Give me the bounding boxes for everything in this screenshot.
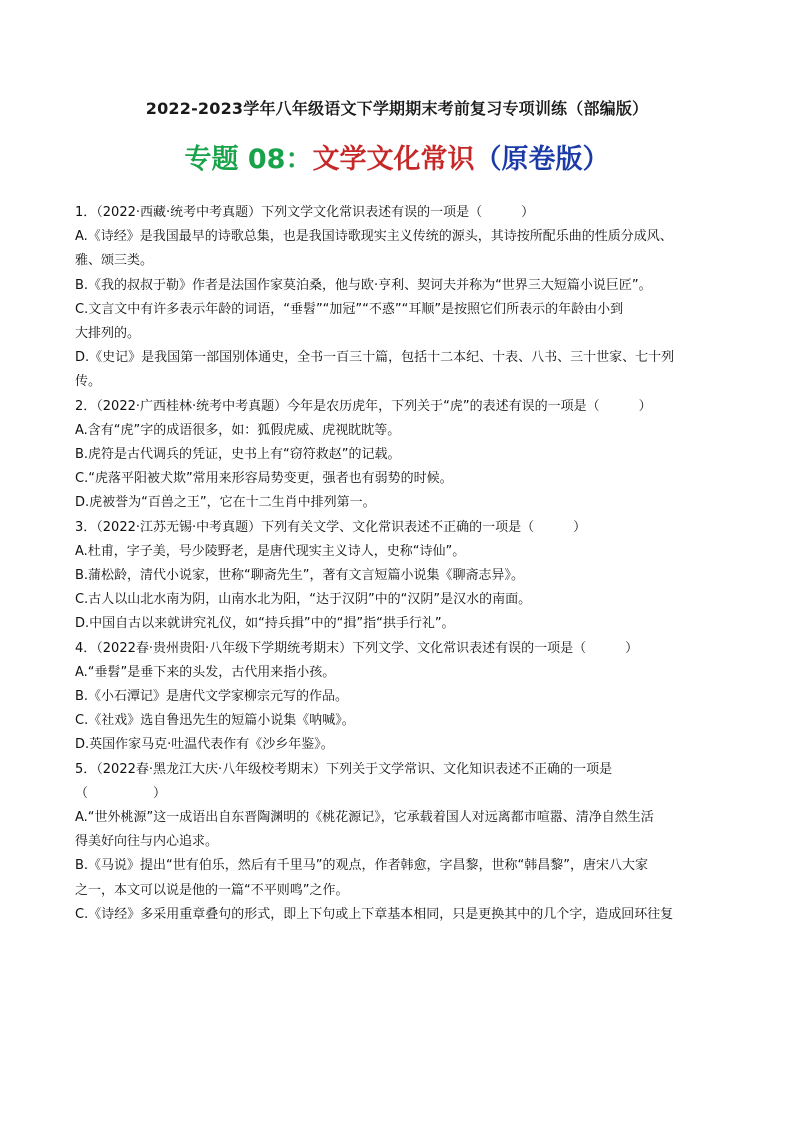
question-2-stem: 2．（2022·广西桂林·统考中考真题）今年是农历虎年，下列关于“虎”的表述有误的一项是（ ） [75, 398, 652, 414]
question-4-stem: 4．（2022春·贵州贵阳·八年级下学期统考期末）下列文学、文化常识表述有误的一项是（ ） [75, 640, 639, 656]
question-5-stem: 5．（2022春·黑龙江大庆·八年级校考期末）下列关于文学常识、文化知识表述不正确的一项是 [75, 761, 613, 777]
question-4-option-c: C.《社戏》选自鲁迅先生的短篇小说集《呐喊》。 [75, 713, 355, 729]
question-3-stem: 3．（2022·江苏无锡·中考真题）下列有关文学、文化常识表述不正确的一项是（ ） [75, 519, 587, 535]
question-2-option-c: C.“虎落平阳被犬欺”常用来形容局势变更，强者也有弱势的时候。 [75, 471, 453, 487]
question-1-option-c: C.文言文中有许多表示年龄的词语，“垂髫”“加冠”“不惑”“耳顺”是按照它们所表示的年龄由小到 [75, 301, 624, 317]
question-1-stem: 1．（2022·西藏·统考中考真题）下列文学文化常识表述有误的一项是（ ） [75, 205, 535, 220]
question-5-option-b: B.《马说》提出“世有伯乐，然后有千里马”的观点，作者韩愈，字昌黎，世称“韩昌黎”，唐宋八大家 [75, 858, 648, 874]
question-1-option-b: B.《我的叔叔于勒》作者是法国作家莫泊桑，他与欧·亨利、契诃夫并称为“世界三大短篇小说巨匠”。 [75, 277, 652, 293]
question-3-option-a: A.杜甫，字子美，号少陵野老，是唐代现实主义诗人，史称“诗仙”。 [75, 543, 466, 559]
question-4-option-a: A.“垂髫”是垂下来的头发，古代用来指小孩。 [75, 664, 336, 680]
question-1-option-d-cont: 传。 [75, 374, 102, 390]
question-1-option-a: A.《诗经》是我国最早的诗歌总集，也是我国诗歌现实主义传统的源头，其诗按所配乐曲的性质分成风、 [75, 229, 673, 245]
question-3-option-d: D.中国自古以来就讲究礼仪，如“持兵揖”中的“揖”指“拱手行礼”。 [75, 616, 455, 632]
question-5-option-a: A.“世外桃源”这一成语出自东晋陶渊明的《桃花源记》，它承载着国人对远离都市喧嚣、清净自然生活 [75, 810, 654, 826]
title-version: （原卷版） [474, 144, 610, 175]
question-1-option-c-cont: 大排列的。 [75, 326, 141, 342]
question-4-option-b: B.《小石潭记》是唐代文学家柳宗元写的作品。 [75, 689, 349, 705]
title-topic-name: 文学文化常识 [312, 144, 475, 175]
question-3-option-c: C.古人以山北水南为阴，山南水北为阳，“达于汉阴”中的“汉阴”是汉水的南面。 [75, 592, 532, 608]
question-1-option-a-cont: 雅、颂三类。 [75, 253, 154, 269]
question-2-option-a: A.含有“虎”字的成语很多，如：狐假虎威、虎视眈眈等。 [75, 422, 401, 438]
question-list [75, 201, 723, 927]
title-topic-number: 专题 08： [184, 144, 313, 175]
question-5-answer-blank: （ ） [75, 785, 167, 801]
question-2-option-b: B.虎符是古代调兵的凭证，史书上有“窃符救赵”的记载。 [75, 447, 401, 463]
question-4-option-d: D.英国作家马克·吐温代表作有《沙乡年鉴》。 [75, 737, 334, 753]
document-subtitle: 2022-2023学年八年级语文下学期期末考前复习专项训练（部编版） [145, 99, 649, 118]
question-5-option-c: C.《诗经》多采用重章叠句的形式，即上下句或上下章基本相同，只是更换其中的几个字，造成回环往复 [75, 906, 674, 922]
question-3-option-b: B.蒲松龄，清代小说家，世称“聊斋先生”，著有文言短篇小说集《聊斋志异》。 [75, 568, 525, 584]
question-5-option-b-cont: 之一，本文可以说是他的一篇“不平则鸣”之作。 [75, 882, 349, 898]
document-title [0, 138, 794, 182]
question-5-option-a-cont: 得美好向往与内心追求。 [75, 834, 219, 850]
question-2-option-d: D.虎被誉为“百兽之王”，它在十二生肖中排列第一。 [75, 495, 376, 511]
question-1-option-d: D.《史记》是我国第一部国别体通史，全书一百三十篇，包括十二本纪、十表、八书、三十世家、七十列 [75, 350, 675, 366]
